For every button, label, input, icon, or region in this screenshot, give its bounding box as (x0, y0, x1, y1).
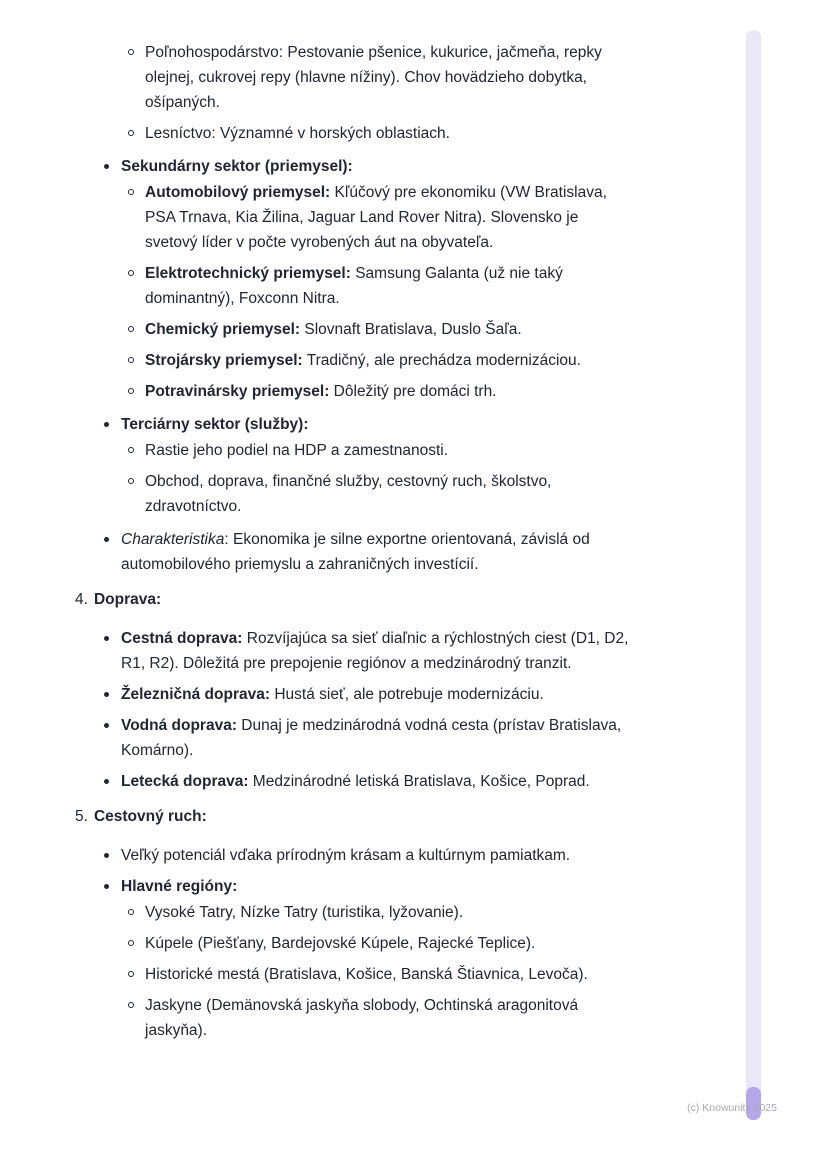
item-text: Tradičný, ale prechádza modernizáciou. (302, 352, 581, 369)
list-item (75, 713, 631, 763)
item-text: Dôležitý pre domáci trh. (329, 383, 497, 400)
circle-bullet-icon (128, 909, 134, 915)
list-item (75, 40, 631, 115)
item-text: Vysoké Tatry, Nízke Tatry (turistika, lyžovanie). (145, 904, 464, 921)
circle-bullet-icon (128, 940, 134, 946)
item-text: Obchod, doprava, finančné služby, cestovný ruch, školstvo, zdravotníctvo. (145, 473, 552, 515)
item-label: Elektrotechnický priemysel: (145, 265, 351, 282)
list-item (75, 962, 631, 987)
item-text: Slovnaft Bratislava, Duslo Šaľa. (300, 321, 522, 338)
list-item-text (145, 931, 535, 956)
list-item (75, 121, 631, 146)
disc-bullet-icon (104, 779, 109, 784)
item-text: Hustá sieť, ale potrebuje modernizáciu. (270, 686, 544, 703)
item-text: Poľnohospodárstvo: Pestovanie pšenice, kukurice, jačmeňa, repky olejnej, cukrovej repy (hlavne nížiny). Chov hovädzieho dobytka, ošípaných. (145, 44, 602, 111)
list-item (75, 874, 631, 899)
list-item (75, 261, 631, 311)
item-text: Lesníctvo: Významné v horských oblastiach. (145, 125, 450, 142)
item-text: : Ekonomika je silne exportne orientovaná, závislá od automobilového priemyslu a zahraničných investícií. (121, 531, 590, 573)
item-italic-label: Charakteristika (121, 531, 225, 548)
section-title: Doprava: (93, 591, 162, 608)
disc-bullet-icon (104, 422, 109, 427)
item-label: Vodná doprava: (121, 717, 237, 734)
item-label: Chemický priemysel: (145, 321, 301, 338)
item-text: Kúpele (Piešťany, Bardejovské Kúpele, Rajecké Teplice). (145, 935, 536, 952)
list-item-text (121, 626, 631, 676)
disc-bullet-icon (104, 723, 109, 728)
list-item-text (145, 438, 448, 463)
item-text: Kľúčový pre ekonomiku (VW Bratislava, PSA Trnava, Kia Žilina, Jaguar Land Rover Nitra). Slovensko je svetový líder v počte vyrobených áut na obyvateľa. (145, 184, 607, 251)
list-item-text (145, 962, 588, 987)
item-label: Strojársky priemysel: (145, 352, 303, 369)
list-item (75, 438, 631, 463)
section-title: Cestovný ruch: (93, 808, 207, 825)
list-item-text (145, 40, 631, 115)
circle-bullet-icon (128, 326, 134, 332)
list-item (75, 843, 631, 868)
circle-bullet-icon (128, 189, 134, 195)
item-text: Medzinárodné letiská Bratislava, Košice, Poprad. (248, 773, 590, 790)
disc-bullet-icon (104, 692, 109, 697)
circle-bullet-icon (128, 447, 134, 453)
list-item (75, 626, 631, 676)
list-item (75, 469, 631, 519)
list-item (75, 769, 631, 794)
list-item-text (121, 843, 570, 868)
circle-bullet-icon (128, 388, 134, 394)
list-item-text (121, 154, 353, 179)
document-body (75, 40, 631, 1049)
disc-bullet-icon (104, 164, 109, 169)
list-item-text (121, 682, 544, 707)
circle-bullet-icon (128, 130, 134, 136)
circle-bullet-icon (128, 478, 134, 484)
circle-bullet-icon (128, 270, 134, 276)
item-text: Historické mestá (Bratislava, Košice, Banská Štiavnica, Levoča). (145, 966, 588, 983)
list-item (75, 348, 631, 373)
numbered-section-heading (75, 587, 631, 612)
list-item (75, 412, 631, 437)
disc-bullet-icon (104, 636, 109, 641)
numbered-section-heading (75, 804, 631, 829)
circle-bullet-icon (128, 357, 134, 363)
item-text: Rastie jeho podiel na HDP a zamestnanosti. (145, 442, 448, 459)
list-item-text (145, 261, 631, 311)
item-label: Hlavné regióny: (121, 878, 238, 895)
section-number: 5. (75, 808, 88, 825)
item-label: Terciárny sektor (služby): (121, 416, 309, 433)
list-item-text (145, 348, 581, 373)
item-text: Veľký potenciál vďaka prírodným krásam a kultúrnym pamiatkam. (121, 847, 571, 864)
list-item (75, 682, 631, 707)
circle-bullet-icon (128, 49, 134, 55)
list-item (75, 900, 631, 925)
list-item (75, 379, 631, 404)
list-item-text (121, 713, 631, 763)
list-item-text (145, 180, 631, 255)
list-item (75, 931, 631, 956)
item-label: Potravinársky priemysel: (145, 383, 330, 400)
item-text: Rozvíjajúca sa sieť diaľnic a rýchlostných ciest (D1, D2, R1, R2). Dôležitá pre prepojenie regiónov a medzinárodný tranzit. (121, 630, 629, 672)
list-item-text (121, 527, 631, 577)
circle-bullet-icon (128, 971, 134, 977)
item-label: Cestná doprava: (121, 630, 243, 647)
item-label: Železničná doprava: (121, 686, 271, 703)
list-item-text (121, 412, 309, 437)
list-item (75, 317, 631, 342)
item-label: Letecká doprava: (121, 773, 249, 790)
list-item-text (145, 317, 522, 342)
item-label: Sekundárny sektor (priemysel): (121, 158, 353, 175)
scrollbar-track[interactable] (746, 30, 761, 1120)
item-text: Jaskyne (Demänovská jaskyňa slobody, Ochtinská aragonitová jaskyňa). (145, 997, 579, 1039)
list-item-text (145, 121, 450, 146)
watermark: (c) Knowunity 2025 (687, 1102, 777, 1114)
circle-bullet-icon (128, 1002, 134, 1008)
disc-bullet-icon (104, 853, 109, 858)
list-item (75, 154, 631, 179)
list-item-text (121, 769, 590, 794)
item-text: Dunaj je medzinárodná vodná cesta (prístav Bratislava, Komárno). (121, 717, 622, 759)
item-label: Automobilový priemysel: (145, 184, 331, 201)
disc-bullet-icon (104, 537, 109, 542)
section-number: 4. (75, 591, 88, 608)
disc-bullet-icon (104, 884, 109, 889)
list-item-text (121, 874, 237, 899)
list-item-text (145, 900, 463, 925)
item-text: Samsung Galanta (už nie taký dominantný), Foxconn Nitra. (145, 265, 563, 307)
list-item (75, 993, 631, 1043)
list-item-text (145, 469, 631, 519)
list-item-text (145, 993, 631, 1043)
list-item (75, 527, 631, 577)
list-item (75, 180, 631, 255)
list-item-text (145, 379, 497, 404)
